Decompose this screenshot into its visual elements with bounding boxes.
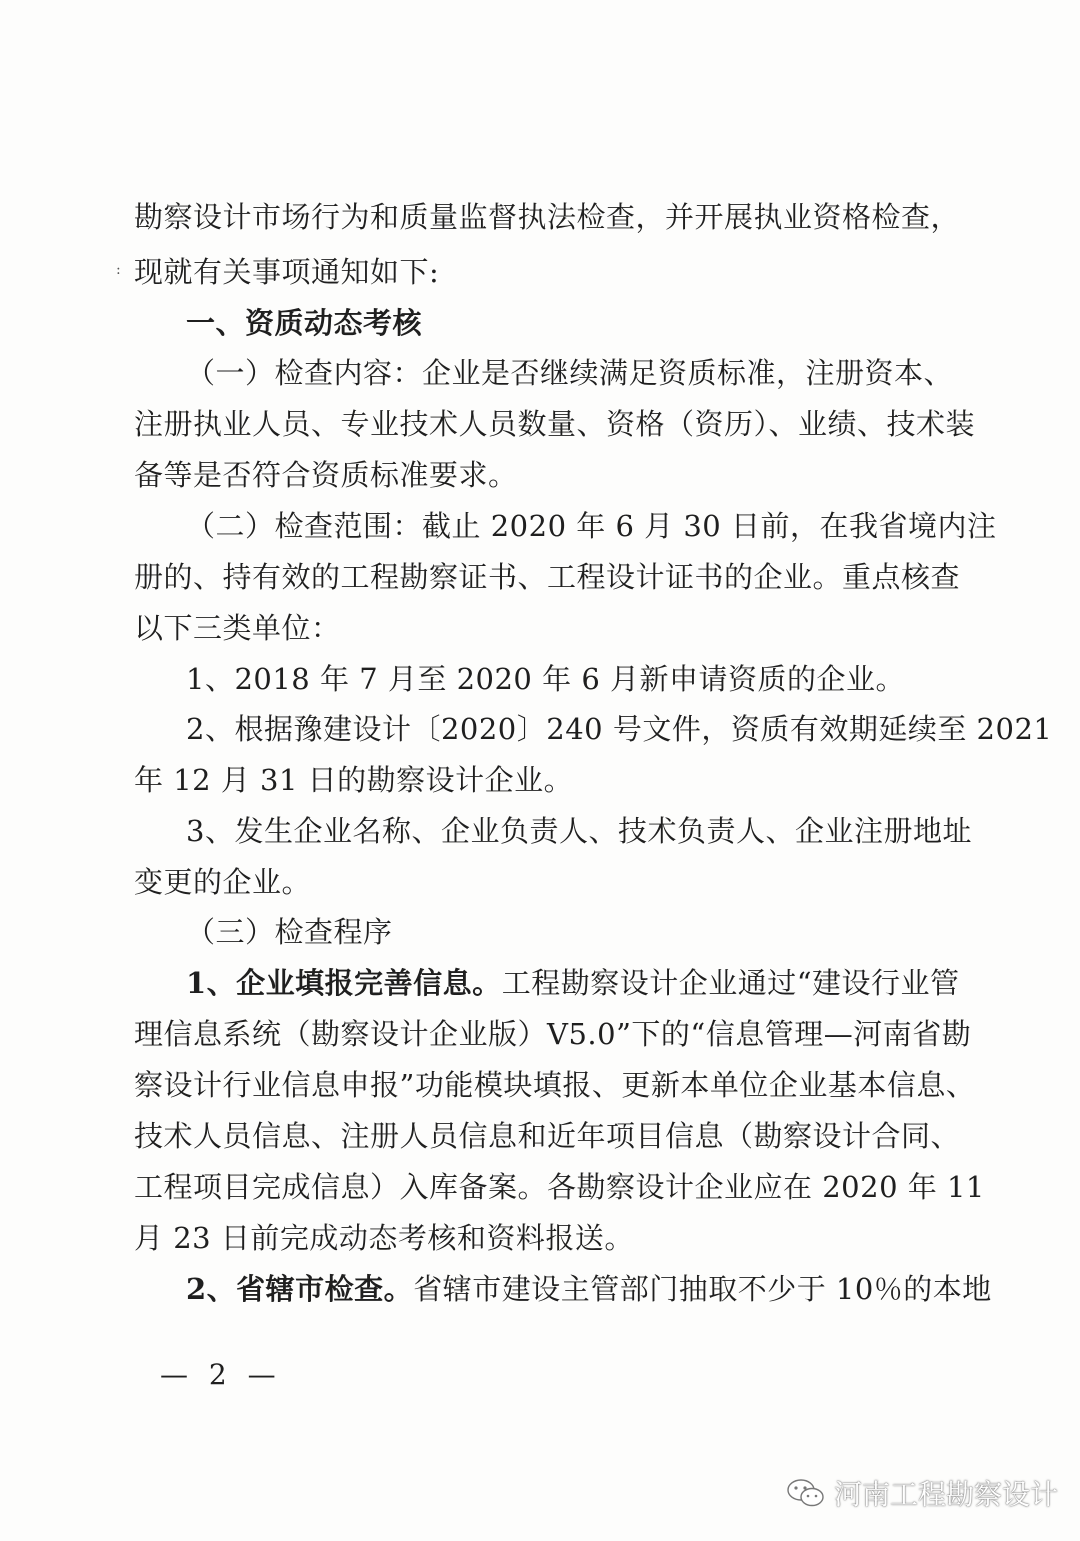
list-item: 3、发生企业名称、企业负责人、技术负责人、企业注册地址 bbox=[186, 814, 972, 848]
watermark bbox=[786, 1473, 1058, 1513]
paragraph-line: 现就有关事项通知如下: bbox=[134, 255, 440, 289]
paragraph-line: 察设计行业信息申报”功能模块填报、更新本单位企业基本信息、 bbox=[134, 1068, 976, 1102]
list-item: 2、根据豫建设计〔2020〕240 号文件，资质有效期延续至 2021 bbox=[186, 712, 1053, 746]
paragraph-line: 册的、持有效的工程勘察证书、工程设计证书的企业。重点核查 bbox=[134, 560, 961, 594]
paragraph-line: 理信息系统（勘察设计企业版）V5.0”下的“信息管理—河南省勘 bbox=[134, 1017, 972, 1051]
paragraph-line: 技术人员信息、注册人员信息和近年项目信息（勘察设计合同、 bbox=[134, 1119, 961, 1153]
paragraph-line: 月 23 日前完成动态考核和资料报送。 bbox=[134, 1221, 634, 1255]
paragraph-line: 备等是否符合资质标准要求。 bbox=[134, 458, 518, 492]
inline-heading: 1、企业填报完善信息。 bbox=[186, 966, 502, 1000]
margin-mark: : bbox=[116, 262, 121, 278]
page-number: — 2 — bbox=[160, 1358, 282, 1391]
paragraph-line: 工程项目完成信息）入库备案。各勘察设计企业应在 2020 年 11 bbox=[134, 1170, 985, 1204]
watermark-text: 河南工程勘察设计 bbox=[834, 1478, 1059, 1511]
wechat-icon bbox=[786, 1477, 826, 1509]
paragraph-line: （一）检查内容：企业是否继续满足资质标准，注册资本、 bbox=[186, 356, 954, 390]
paragraph-line: 以下三类单位： bbox=[134, 611, 341, 645]
paragraph-line bbox=[186, 1272, 992, 1306]
paragraph-line: 年 12 月 31 日的勘察设计企业。 bbox=[134, 763, 574, 797]
subsection-heading: （三）检查程序 bbox=[186, 915, 393, 949]
list-item: 1、2018 年 7 月至 2020 年 6 月新申请资质的企业。 bbox=[186, 662, 905, 696]
inline-text: 省辖市建设主管部门抽取不少于 10％的本地 bbox=[413, 1272, 992, 1306]
section-heading: 一、资质动态考核 bbox=[186, 306, 423, 340]
inline-heading: 2、省辖市检查。 bbox=[186, 1272, 414, 1306]
paragraph-line: 注册执业人员、专业技术人员数量、资格（资历）、业绩、技术装 bbox=[134, 407, 976, 441]
inline-text: 工程勘察设计企业通过“建设行业管 bbox=[501, 966, 960, 1000]
paragraph-line: （二）检查范围：截止 2020 年 6 月 30 日前，在我省境内注 bbox=[186, 509, 997, 543]
paragraph-line bbox=[186, 966, 986, 1000]
paragraph-line: 勘察设计市场行为和质量监督执法检查，并开展执业资格检查， bbox=[134, 200, 961, 234]
paragraph-line: 变更的企业。 bbox=[134, 865, 312, 899]
